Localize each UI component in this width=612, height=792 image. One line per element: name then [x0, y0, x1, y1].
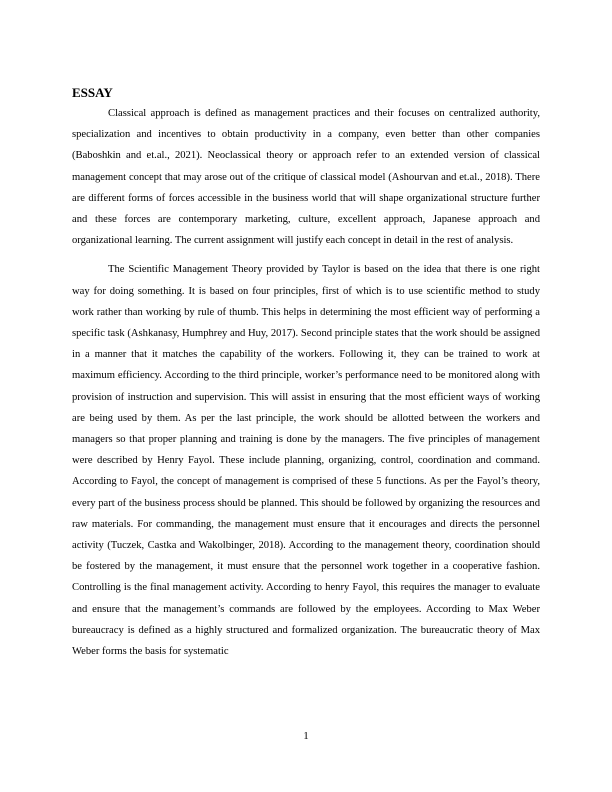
- paragraph-intro: Classical approach is defined as management practices and their focuses on centralized authority, specialization and incentives to obtain productivity in a company, even better than other companies (Baboshkin and et.al., 2021). Neoclassical theory or approach refer to an extended version of classical management concept that may arose out of the critique of classical model (Ashourvan and et.al., 2018). There are different forms of forces accessible in the business world that will shape organizational structure further and these forces are contemporary marketing, culture, excellent approach, Japanese approach and organizational learning. The current assignment will justify each concept in detail in the rest of analysis.: [72, 108, 540, 247]
- section-heading: ESSAY: [72, 85, 113, 100]
- page-content: [72, 85, 540, 662]
- paragraph-scientific-management: The Scientific Management Theory provided by Taylor is based on the idea that there is one right way for doing something. It is based on four principles, first of which is to use scientific method to study work rather than working by rule of thumb. This helps in determining the most efficient way of performing a specific task (Ashkanasy, Humphrey and Huy, 2017). Second principle states that the work should be assigned in a manner that it matches the capability of the workers. Following it, they can be trained to work at maximum efficiency. According to the third principle, worker’s performance need to be monitored along with provision of instruction and supervision. This will assist in ensuring that the most efficient ways of working are being used by them. As per the last principle, the work should be allotted between the workers and managers so that proper planning and training is done by the managers. The five principles of management were described by Henry Fayol. These include planning, organizing, control, coordination and command. According to Fayol, the concept of management is comprised of these 5 functions. As per the Fayol’s theory, every part of the business process should be planned. This should be followed by organizing the resources and raw materials. For commanding, the management must ensure that it encourages and directs the personnel activity (Tuczek, Castka and Wakolbinger, 2018). According to the management theory, coordination should be fostered by the management, it must ensure that the personnel work together in a cooperative fashion. Controlling is the final management activity. According to henry Fayol, this requires the manager to evaluate and ensure that the management’s commands are followed by the employees. According to Max Weber bureaucracy is defined as a highly structured and formalized organization. The bureaucratic theory of Max Weber forms the basis for systematic: [72, 264, 540, 658]
- page-number: 1: [303, 730, 309, 742]
